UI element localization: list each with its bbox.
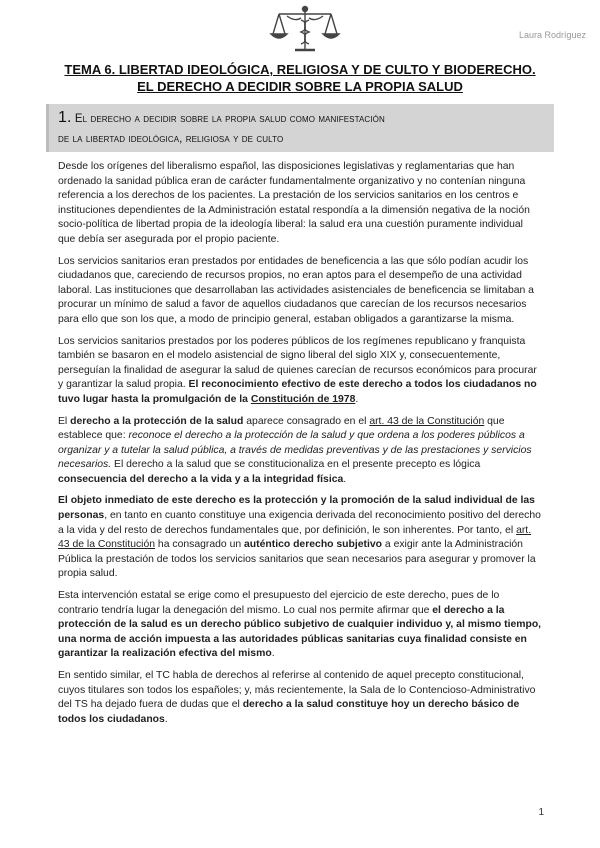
scales-of-justice-caduceus-icon (265, 4, 345, 54)
document-body (58, 160, 542, 734)
p4-bold-a: derecho a la protección de la salud (70, 415, 244, 427)
section-heading (58, 108, 548, 149)
p7-bold-b: derecho a la salud constituye hoy un derecho básico de todos los ciudadanos (58, 699, 520, 725)
paragraph-5 (58, 494, 542, 582)
section-title-line-2: de la libertad ideológica, religiosa y de culto (58, 133, 284, 145)
p4-text-e: que establece que: (58, 415, 505, 442)
p5-text-b: , en tanto en cuanto constituye una exigencia derivada del reconocimiento positivo del derecho a la vida y del resto de derechos fundamentales que, por definición, le son inherentes. Por tanto, el (58, 510, 541, 536)
p4-text-c: aparece consagrado en el (243, 415, 370, 427)
section-title-line-1: El derecho a decidir sobre la propia salud como manifestación (74, 113, 385, 125)
p4-bold-h: consecuencia del derecho a la vida y a la integridad física (58, 473, 344, 485)
paragraph-7 (58, 669, 542, 727)
p6-text-a: Esta intervención estatal se erige como el presupuesto del ejercicio de este derecho, pues de lo contrario tendría lugar la denegación del mismo. Lo cual nos permite afirmar que (58, 590, 500, 616)
p4-end: . (343, 473, 347, 485)
art-43-link[interactable]: art. 43 de la Constitución (369, 415, 485, 427)
p6-end: . (271, 648, 275, 660)
p7-end: . (164, 713, 168, 725)
p3-bold: El reconocimiento efectivo de este derecho a todos los ciudadanos no tuvo lugar hasta la promulgación de la (58, 379, 537, 405)
p4-text-g: El derecho a la salud que se constitucionaliza en el presente precepto es lógica (111, 459, 481, 471)
author-name: Laura Rodríguez (518, 30, 586, 40)
p5-text-f: a exigir ante la Administración Pública la prestación de todos los servicios sanitarios que sean necesarios para asegurar y promover la propia salud. (58, 539, 536, 580)
p5-text-d: ha consagrado un (155, 539, 245, 551)
title-line-1: TEMA 6. LIBERTAD IDEOLÓGICA, RELIGIOSA Y DE CULTO Y BIODERECHO. (64, 62, 536, 77)
p7-text-a: En sentido similar, el TC habla de derechos al referirse al contenido de aquel precepto constitucional, cuyos titulares son todos los españoles; y, más recientemente, la Sala de lo Contencioso-Administrativo del TS ha dejado fuera de dudas que el (58, 670, 536, 711)
p4-text-a: El (58, 415, 71, 427)
page-number: 1 (538, 807, 544, 818)
p3-end: . (355, 393, 359, 405)
paragraph-6 (58, 589, 542, 662)
document-title (40, 61, 560, 95)
art-43-link-2[interactable]: art. 43 de la Constitución (58, 524, 532, 551)
paragraph-1: Desde los orígenes del liberalismo español, las disposiciones legislativas y reglamentarias que han ordenado la sanidad pública eran de carácter fundamentalmente organizativo y no contenían ninguna referencia a los derechos de los pacientes. La prestación de los servicios sanitarios en los centros e instituciones dependientes de la Administración estatal respondía a la dimensión negativa de la noción socio-política de libertad propia de la ideología liberal: la salud era una cuestión puramente individual que debía ser asegurada por el propio paciente. (58, 161, 530, 245)
constitucion-1978-link[interactable]: Constitución de 1978 (250, 393, 356, 405)
paragraph-3 (58, 335, 542, 408)
p4-quote: reconoce el derecho a la protección de la salud y que ordena a los poderes públicos a organizar y a tutelar la salud pública, a través de medidas preventivas y de las prestaciones y servicios necesarios. (58, 430, 532, 471)
paragraph-2: Los servicios sanitarios eran prestados por entidades de beneficencia a las que sólo podían acudir los ciudadanos que, careciendo de recursos propios, no eran aptos para el desempeño de una actividad laboral. Las instituciones que desarrollaban las actividades asistenciales de beneficencia se limitaban a procurar un mínimo de salud a favor de aquellos ciudadanos que carecían de los recursos necesarios para ello que son los que, a modo de principio general, estaban obligados a garantizarse la misma. (58, 255, 534, 325)
title-line-2: EL DERECHO A DECIDIR SOBRE LA PROPIA SALUD (137, 79, 463, 94)
paragraph-4 (58, 415, 542, 488)
p6-bold-b: el derecho a la protección de la salud es un derecho público subjetivo de cualquier individuo y, al mismo tiempo, una norma de acción impuesta a las autoridades públicas sanitarias cuya finalidad consiste en garantizar la realización efectiva del mismo (58, 604, 542, 660)
p3-text: Los servicios sanitarios prestados por los poderes públicos de los regímenes republicano y franquista también se basaron en el modelo asistencial de signo liberal del siglo XIX y, consecuentemente, perseguían la finalidad de asegurar la salud de quienes carecían de recursos económicos para procurar y garantizar la salud propia. (58, 335, 537, 391)
section-number: 1. (58, 109, 72, 126)
p5-bold-e: auténtico derecho subjetivo (244, 539, 383, 551)
p5-bold-a: El objeto inmediato de este derecho es la protección y la promoción de la salud individual de las personas (58, 495, 535, 522)
